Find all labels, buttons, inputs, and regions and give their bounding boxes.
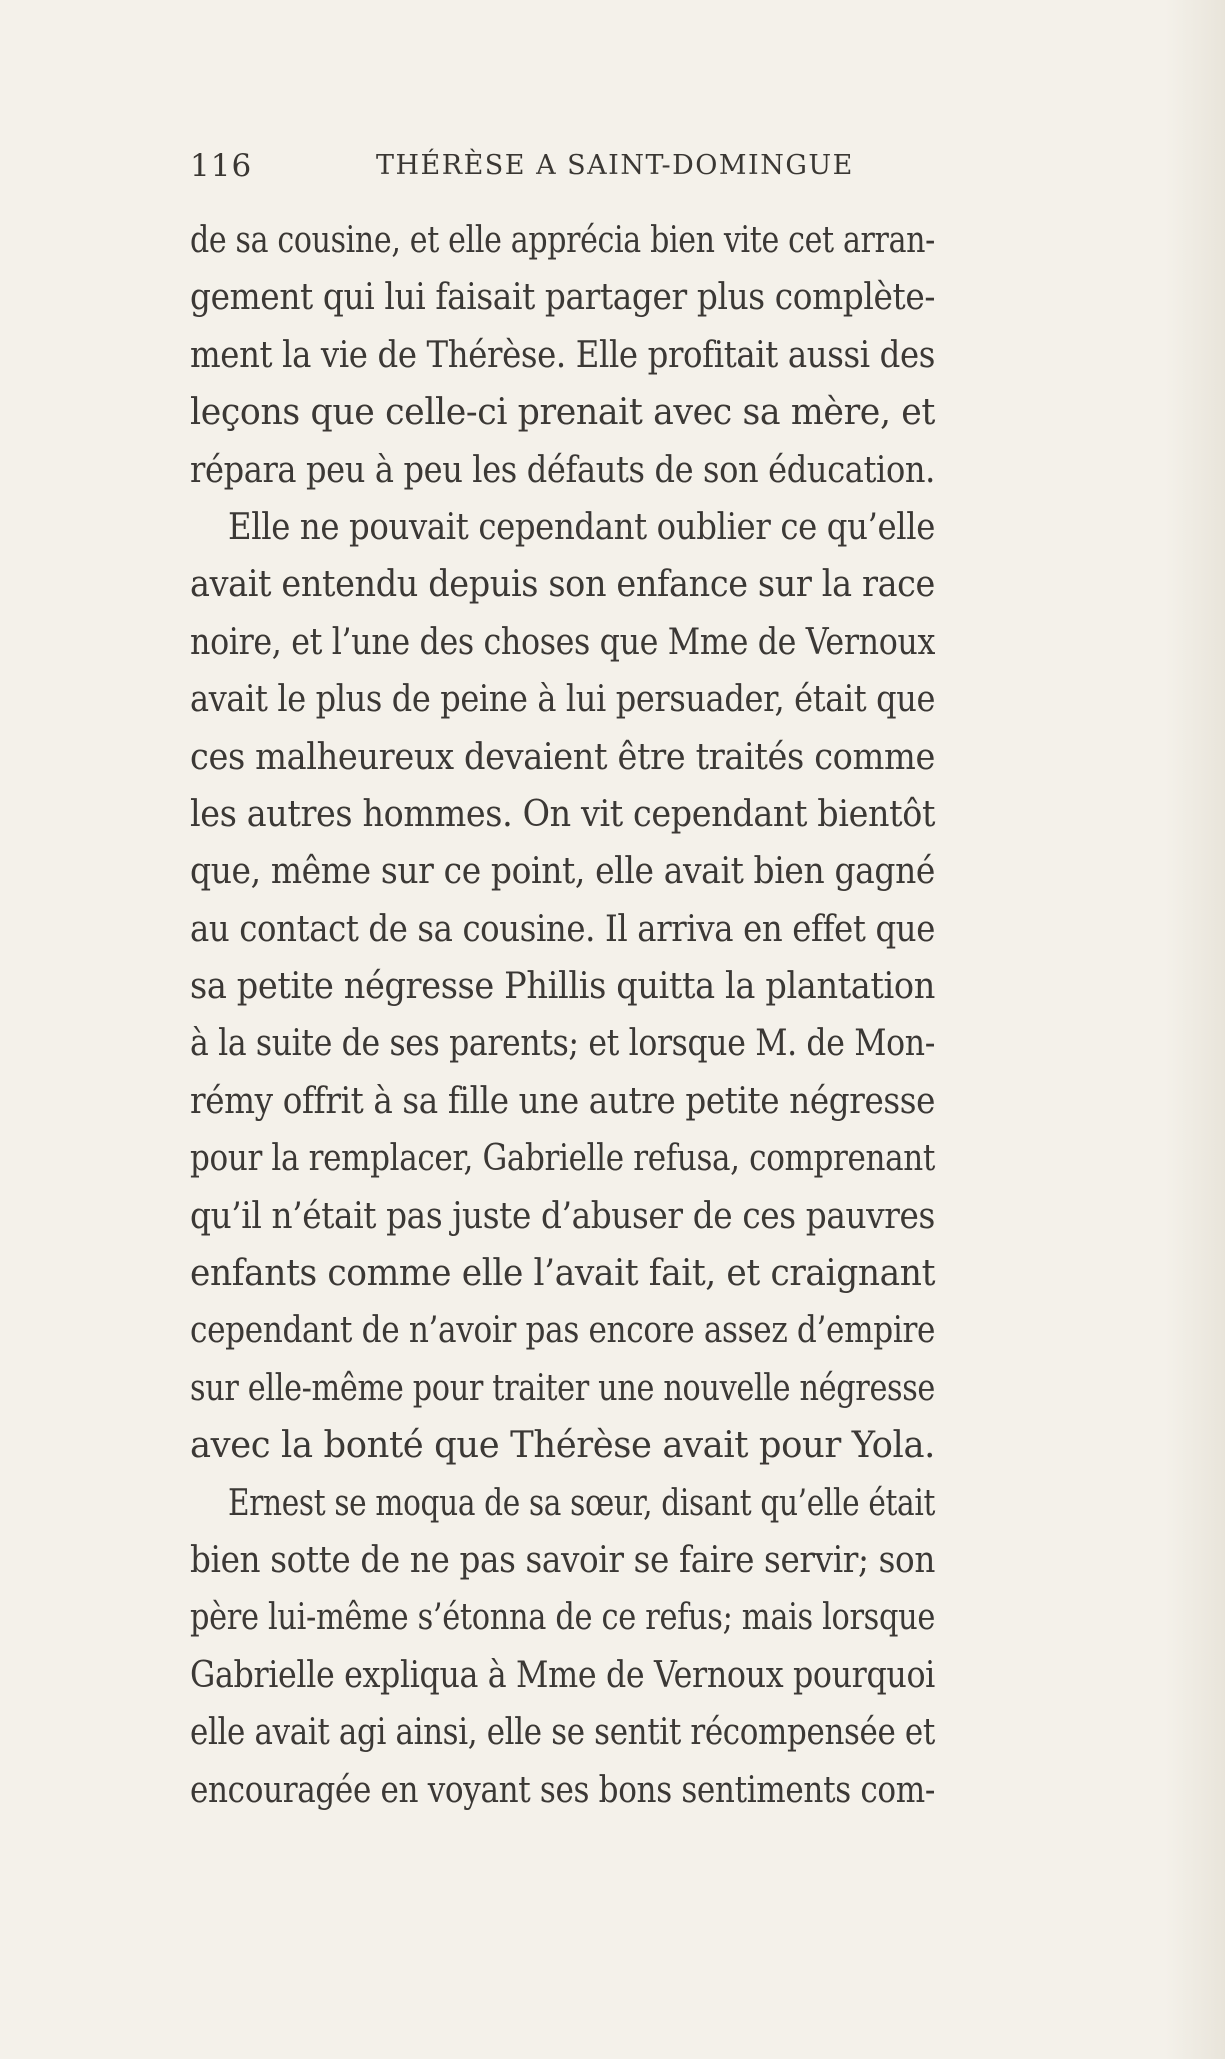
text-line: au contact de sa cousine. Il arriva en effet que: [190, 908, 936, 950]
text-line: leçons que celle-ci prenait avec sa mère, et: [190, 392, 935, 434]
body-text: [190, 212, 1120, 1819]
paragraph-start-line: Elle ne pouvait cependant oublier ce qu’elle: [228, 506, 936, 548]
text-line: sur elle-même pour traiter une nouvelle négresse: [190, 1367, 936, 1409]
text-line: les autres hommes. On vit cependant bientôt: [190, 793, 936, 835]
text-line: rémy offrit à sa fille une autre petite négresse: [190, 1080, 936, 1122]
text-line: avait entendu depuis son enfance sur la race: [190, 564, 936, 606]
text-line: elle avait agi ainsi, elle se sentit récompensée et: [190, 1712, 935, 1754]
text-line: avait le plus de peine à lui persuader, était que: [190, 679, 936, 721]
paragraph-start-line: Ernest se moqua de sa sœur, disant qu’elle était: [228, 1482, 936, 1524]
text-line: bien sotte de ne pas savoir se faire servir; son: [190, 1539, 935, 1581]
text-line: que, même sur ce point, elle avait bien gagné: [190, 851, 936, 893]
page-number: 116: [190, 148, 253, 184]
text-line: répara peu à peu les défauts de son éducation.: [190, 449, 935, 491]
text-line: ces malheureux devaient être traités comme: [190, 736, 935, 778]
text-line: à la suite de ses parents; et lorsque M. de Mon-: [190, 1023, 935, 1065]
text-line: Gabrielle expliqua à Mme de Vernoux pourquoi: [190, 1654, 935, 1696]
text-line: de sa cousine, et elle apprécia bien vite cet arran-: [190, 220, 935, 261]
page-header: [190, 148, 935, 196]
text-line: enfants comme elle l’avait fait, et craignant: [190, 1253, 936, 1295]
text-line: sa petite négresse Phillis quitta la plantation: [190, 966, 935, 1008]
text-line: avec la bonté que Thérèse avait pour Yola.: [190, 1425, 936, 1467]
text-line: ment la vie de Thérèse. Elle profitait aussi des: [190, 334, 935, 376]
text-line: cependant de n’avoir pas encore assez d’empire: [190, 1310, 936, 1352]
running-title: THÉRÈSE A SAINT-DOMINGUE: [376, 150, 854, 181]
text-line: gement qui lui faisait partager plus complète-: [190, 277, 936, 319]
text-line: encouragée en voyant ses bons sentiments com-: [190, 1769, 935, 1811]
text-line: père lui-même s’étonna de ce refus; mais lorsque: [190, 1597, 936, 1639]
text-line: pour la remplacer, Gabrielle refusa, comprenant: [190, 1138, 936, 1180]
text-line: noire, et l’une des choses que Mme de Vernoux: [190, 621, 936, 663]
text-line: qu’il n’était pas juste d’abuser de ces pauvres: [190, 1195, 935, 1237]
